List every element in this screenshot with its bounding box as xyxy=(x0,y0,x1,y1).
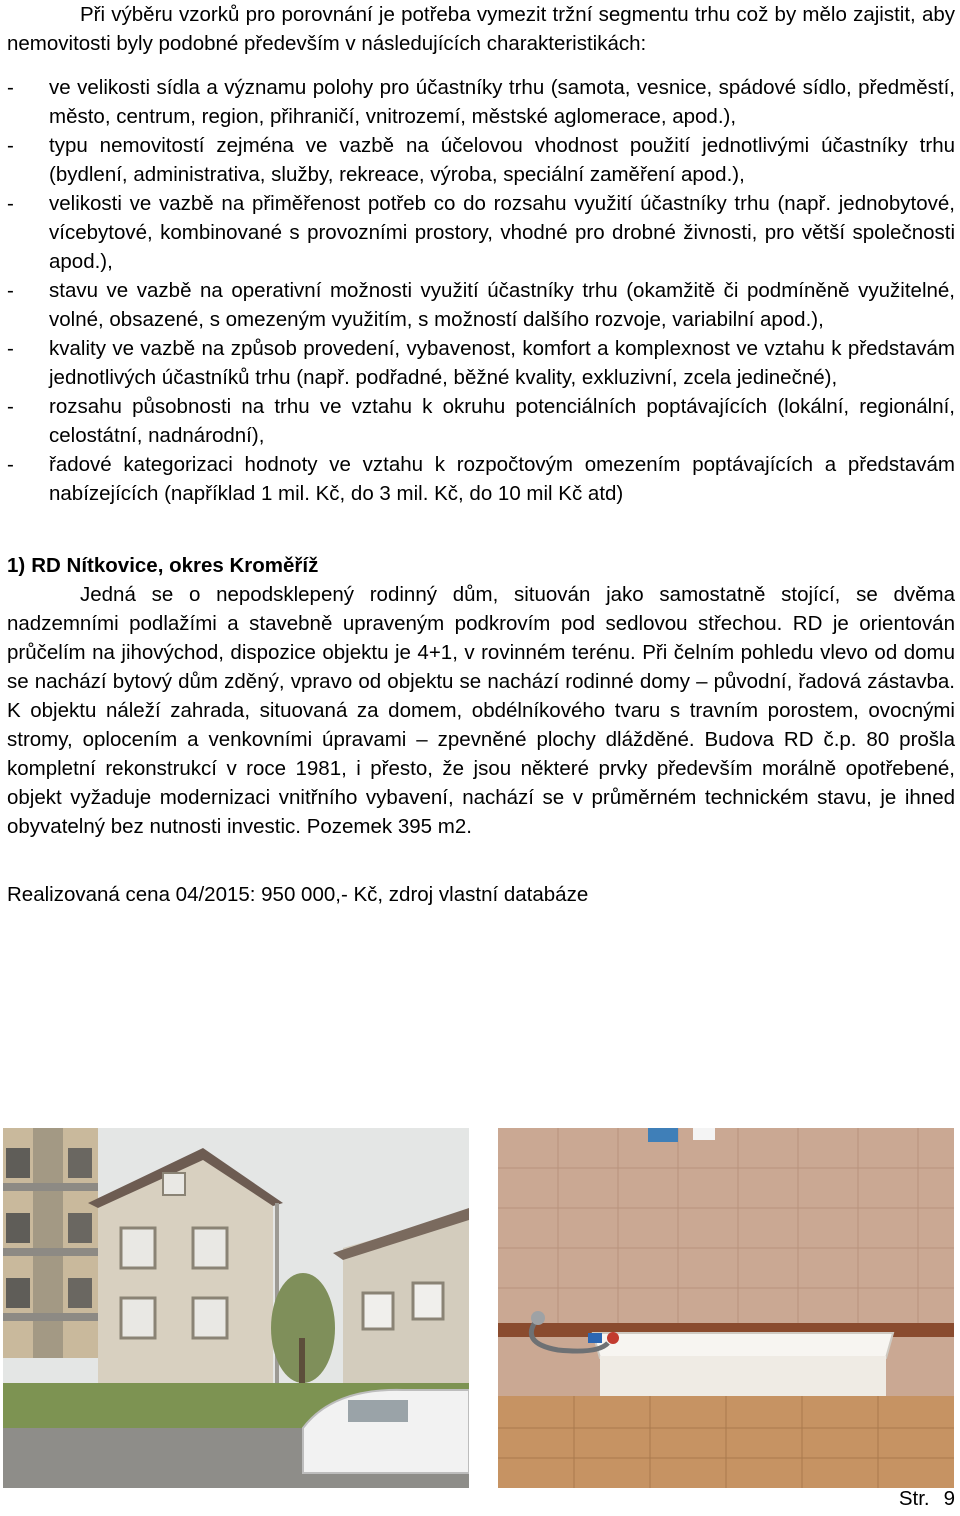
list-item-text: ve velikosti sídla a významu polohy pro účastníky trhu (samota, vesnice, spádové sídlo, předměstí, město, centrum, region, přihraničí, vnitrozemí, městské aglomerace, apod.), xyxy=(49,76,955,128)
section-heading xyxy=(7,551,955,580)
section-number: 1) xyxy=(7,554,26,577)
criteria-list xyxy=(7,73,955,508)
house-exterior-illustration xyxy=(3,1128,469,1488)
bathroom-photo xyxy=(498,1128,954,1488)
list-item xyxy=(7,334,955,392)
page-number xyxy=(899,1484,955,1513)
property-description: Jedná se o nepodsklepený rodinný dům, situován jako samostatně stojící, se dvěma nadzemními podlažími a stavebně upraveným podkrovím pod sedlovou střechou. RD je orientován průčelím na jihovýchod, dispozice objektu je 4+1, v rovinném terénu. Při čelním pohledu vlevo od domu se nachází bytový dům zděný, vpravo od objektu se nachází rodinné domy – původní, řadová zástavba. K objektu náleží zahrada, situovaná za domem, obdélníkového tvaru s travním porostem, ovocnými stromy, oplocením a venkovními úpravami – zpevněné plochy dlážděné. Budova RD č.p. 80 prošla kompletní rekonstrukcí v roce 1981, i přesto, že jsou některé prvky především morálně opotřebené, objekt vyžaduje modernizaci vnitřního vybavení, nachází se v průměrném technickém stavu, je ihned obyvatelný bez nutnosti investic. Pozemek 395 m2. xyxy=(7,583,955,838)
list-dash: - xyxy=(7,337,14,360)
list-item-text: kvality ve vazbě na způsob provedení, vybavenost, komfort a komplexnost ve vztahu k představám jednotlivých účastníků trhu (např. podřadné, běžné kvality, exkluzivní, zcela jedinečné), xyxy=(49,337,955,389)
list-dash: - xyxy=(7,134,14,157)
house-exterior-photo xyxy=(3,1128,469,1488)
list-item-text: stavu ve vazbě na operativní možnosti využití účastníky trhu (okamžitě či podmíněně využitelné, volné, obsazené, s omezeným využitím, s možností dalšího rozvoje, variabilní apod.), xyxy=(49,279,955,331)
list-item xyxy=(7,73,955,131)
list-item xyxy=(7,131,955,189)
list-dash: - xyxy=(7,453,14,476)
list-dash: - xyxy=(7,192,14,215)
list-item xyxy=(7,189,955,276)
list-dash: - xyxy=(7,279,14,302)
section-title: RD Nítkovice, okres Kroměříž xyxy=(31,554,319,577)
document-page xyxy=(7,0,955,909)
bathroom-illustration xyxy=(498,1128,954,1488)
page-number-label: Str. xyxy=(898,1487,930,1510)
list-dash: - xyxy=(7,395,14,418)
realized-price: Realizovaná cena 04/2015: 950 000,- Kč, zdroj vlastní databáze xyxy=(7,883,589,906)
list-item-text: rozsahu působnosti na trhu ve vztahu k okruhu potenciálních poptávajících (lokální, regionální, celostátní, nadnárodní), xyxy=(49,395,955,447)
photo-row xyxy=(0,1128,960,1493)
list-dash: - xyxy=(7,76,14,99)
intro-paragraph: Při výběru vzorků pro porovnání je potřeba vymezit tržní segmentu trhu což by mělo zajistit, aby nemovitosti byly podobné především v následujících charakteristikách: xyxy=(7,3,955,55)
list-item xyxy=(7,392,955,450)
page-number-value: 9 xyxy=(943,1487,955,1510)
list-item-text: typu nemovitostí zejména ve vazbě na účelovou vhodnost použití jednotlivými účastníky trhu (bydlení, administrativa, služby, rekreace, výroba, speciální zaměření apod.), xyxy=(49,134,955,186)
list-item-text: velikosti ve vazbě na přiměřenost potřeb co do rozsahu využití účastníky trhu (např. jednobytové, vícebytové, kombinované s provozními prostory, vhodné pro drobné živnosti, pro větší společnosti apod.), xyxy=(49,192,955,273)
list-item-text: řadové kategorizaci hodnoty ve vztahu k rozpočtovým omezením poptávajících a představám nabízejících (například 1 mil. Kč, do 3 mil. Kč, do 10 mil Kč atd) xyxy=(49,453,955,505)
list-item xyxy=(7,276,955,334)
list-item xyxy=(7,450,955,508)
